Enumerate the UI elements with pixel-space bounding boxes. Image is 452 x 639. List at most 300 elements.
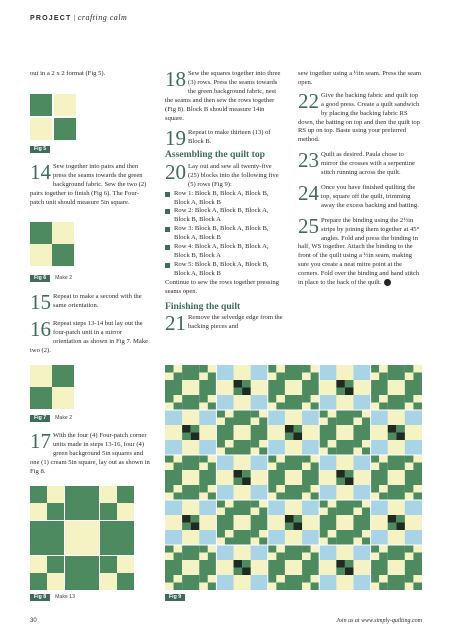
quilt-block-b-corner-patch: [379, 485, 388, 493]
fig7-description: Make 2: [55, 415, 73, 421]
fig8-green-square-bottom: [65, 556, 99, 590]
quilt-block-b-corner-patch: [199, 575, 208, 583]
quilt-block-b-corner-patch: [353, 418, 362, 426]
quilt-block-b-corner-patch: [302, 553, 311, 561]
quilt-block-b-corner-patch: [174, 365, 183, 373]
quilt-block-b-side: [302, 470, 319, 485]
quilt-block-a-centre-patch: [336, 568, 345, 576]
quilt-block-b-corner-patch: [311, 455, 320, 463]
fig8-green-square-left: [30, 521, 64, 555]
quilt-block-b-corner-patch: [413, 575, 422, 583]
fig5-square-cream-2: [30, 118, 52, 140]
quilt-block-a-centre-patch: [242, 478, 251, 486]
step-22-number: 22: [298, 91, 319, 113]
quilt-block-b-corner-patch: [371, 553, 380, 561]
quilt-block-a-centre-patch: [396, 515, 405, 523]
quilt-seam-line-vertical: [370, 365, 371, 590]
quilt-block-a-centre-patch: [242, 568, 251, 576]
quilt-block-a-centre-patch: [285, 515, 294, 523]
quilt-block-b-corner-patch: [311, 373, 320, 381]
quilt-block-b-side: [251, 515, 268, 530]
quilt-block-b-corner-patch: [379, 575, 388, 583]
step-25-number: 25: [298, 216, 319, 238]
quilt-block-b-side: [336, 530, 353, 545]
quilt-block-b-corner-patch: [276, 373, 285, 381]
footer-website[interactable]: Join us at www.simply-quilting.com: [336, 618, 422, 624]
quilt-block-b-corner-patch: [302, 403, 311, 411]
bullet-square-icon: [165, 209, 170, 214]
quilt-block-b-corner-patch: [413, 583, 422, 591]
fig5-square-green-1: [30, 94, 52, 116]
step-19: [165, 129, 284, 147]
quilt-block-b-corner-patch: [362, 448, 371, 456]
quilt-block-a-centre-patch: [191, 433, 200, 441]
col2-text: [165, 70, 284, 332]
fig7-square-cream-1: [30, 365, 52, 387]
quilt-block-b-corner-patch: [371, 545, 380, 553]
quilt-block-b-corner-patch: [268, 493, 277, 501]
quilt-block-b-corner-patch: [371, 455, 380, 463]
quilt-block-b-side: [234, 530, 251, 545]
quilt-block-b-corner-patch: [208, 493, 217, 501]
quilt-block-b-corner-patch: [251, 418, 260, 426]
quilt-block-b-corner-patch: [268, 463, 277, 471]
quilt-block-b-side: [216, 515, 233, 530]
step-19-text: Repeat to make thirteen (13) of Block B.: [188, 129, 271, 146]
quilt-block-b-corner-patch: [302, 395, 311, 403]
quilt-block-b-corner-patch: [371, 493, 380, 501]
end-of-article-icon: [384, 279, 391, 286]
quilt-block-b-side: [285, 485, 302, 500]
step-14: [30, 163, 152, 208]
quilt-block-b-corner-patch: [259, 538, 268, 546]
quilt-block-b-corner-patch: [328, 508, 337, 516]
quilt-block-b-corner-patch: [216, 500, 225, 508]
fig6-square-green-2: [52, 244, 74, 266]
quilt-block-b-centre: [285, 470, 302, 485]
quilt-block-b-corner-patch: [328, 448, 337, 456]
quilt-block-b-centre: [182, 380, 199, 395]
quilt-block-b-corner-patch: [302, 575, 311, 583]
quilt-block-b-corner-patch: [208, 455, 217, 463]
quilt-block-b-corner-patch: [225, 440, 234, 448]
quilt-block-b-corner-patch: [328, 500, 337, 508]
quilt-seam-line-vertical: [216, 365, 217, 590]
quilt-block-b-corner-patch: [165, 373, 174, 381]
quilt-block-b-side: [182, 545, 199, 560]
quilt-block-b-side: [302, 380, 319, 395]
fig8-block-b-illustration: [30, 486, 134, 590]
quilt-block-b-side: [353, 515, 370, 530]
quilt-block-a-centre-patch: [234, 388, 243, 396]
quilt-block-b-corner-patch: [216, 440, 225, 448]
quilt-block-b-corner-patch: [165, 403, 174, 411]
quilt-block-b-corner-patch: [165, 455, 174, 463]
quilt-block-b-corner-patch: [259, 530, 268, 538]
quilt-block-b-corner-patch: [174, 463, 183, 471]
quilt-block-a-centre-patch: [234, 560, 243, 568]
quilt-block-b-centre: [388, 380, 405, 395]
quilt-block-b-corner-patch: [302, 373, 311, 381]
quilt-block-b-side: [165, 380, 182, 395]
quilt-block-b-corner-patch: [371, 575, 380, 583]
quilt-block-b-corner-patch: [328, 410, 337, 418]
quilt-block-a-centre-patch: [294, 433, 303, 441]
quilt-block-b-corner-patch: [174, 403, 183, 411]
quilt-block-b-corner-patch: [379, 365, 388, 373]
quilt-block-b-corner-patch: [405, 373, 414, 381]
quilt-block-b-corner-patch: [259, 440, 268, 448]
quilt-block-b-corner-patch: [413, 493, 422, 501]
fig8-tag: Fig 8: [30, 594, 50, 601]
quilt-block-a-centre-patch: [396, 433, 405, 441]
bullet-square-icon: [165, 192, 170, 197]
quilt-block-b-side: [234, 500, 251, 515]
step-22: [298, 92, 422, 145]
step-20-number: 20: [165, 162, 186, 184]
quilt-block-a-centre-patch: [191, 515, 200, 523]
quilt-block-b-corner-patch: [216, 448, 225, 456]
quilt-block-b-corner-patch: [413, 455, 422, 463]
quilt-block-b-corner-patch: [208, 403, 217, 411]
quilt-block-b-corner-patch: [362, 418, 371, 426]
col3-text: [298, 70, 422, 288]
step-21: [165, 314, 284, 332]
row-1-text: Row 1: Block B, Block A, Block B, Block A, Block B: [174, 189, 269, 206]
quilt-block-a-centre-patch: [242, 388, 251, 396]
quilt-block-b-corner-patch: [208, 395, 217, 403]
quilt-block-b-side: [165, 470, 182, 485]
step-14-text: Sew together into pairs and then press the seams towards the green background fabric. Sew the two (2) pairs together to finish (Fig 6). The Four-patch unit should measure 5in square.: [30, 163, 147, 206]
quilt-block-b-centre: [336, 515, 353, 530]
quilt-block-b-corner-patch: [216, 538, 225, 546]
quilt-block-b-corner-patch: [371, 365, 380, 373]
quilt-block-b-side: [268, 470, 285, 485]
quilt-block-b-corner-patch: [319, 410, 328, 418]
step-14-number: 14: [30, 163, 51, 184]
quilt-block-b-side: [388, 365, 405, 380]
page-header: [30, 13, 127, 22]
fig8-green-square-right: [100, 521, 134, 555]
quilt-block-a-centre-patch: [396, 523, 405, 531]
quilt-block-b-corner-patch: [174, 545, 183, 553]
quilt-block-b-corner-patch: [268, 545, 277, 553]
quilt-block-b-corner-patch: [371, 403, 380, 411]
quilt-block-b-corner-patch: [328, 530, 337, 538]
quilt-block-b-corner-patch: [311, 463, 320, 471]
quilt-block-b-corner-patch: [319, 530, 328, 538]
quilt-block-b-corner-patch: [311, 395, 320, 403]
quilt-block-b-corner-patch: [276, 583, 285, 591]
quilt-block-b-corner-patch: [276, 395, 285, 403]
fig6-square-green-1: [30, 222, 52, 244]
quilt-block-b-corner-patch: [174, 455, 183, 463]
quilt-block-b-corner-patch: [251, 530, 260, 538]
quilt-block-b-corner-patch: [251, 448, 260, 456]
quilt-block-b-centre: [182, 470, 199, 485]
quilt-block-b-centre: [182, 560, 199, 575]
header-divider: |: [73, 14, 78, 22]
quilt-block-b-corner-patch: [379, 463, 388, 471]
step-17-text: With the four (4) Four-patch corner units made in steps 13-16, four (4) green background 5in squares and one (1) cream 5in square, lay out as shown in Fig 8.: [30, 432, 150, 475]
step-18-text: Sew the squares together into three (3) rows. Press the seams towards the green background fabric, nest the seams and then sew the rows together (Fig 8). Block B should measure 14in square.: [165, 70, 281, 122]
quilt-block-b-corner-patch: [199, 463, 208, 471]
quilt-block-b-side: [251, 425, 268, 440]
quilt-block-b-side: [336, 410, 353, 425]
bullet-square-icon: [165, 245, 170, 250]
quilt-block-b-corner-patch: [302, 365, 311, 373]
quilt-block-b-corner-patch: [268, 583, 277, 591]
quilt-block-b-corner-patch: [379, 553, 388, 561]
quilt-block-a-centre-patch: [345, 478, 354, 486]
quilt-block-b-corner-patch: [199, 545, 208, 553]
quilt-block-a-centre-patch: [242, 380, 251, 388]
fig6-description: Make 2: [55, 275, 73, 281]
quilt-block-a-centre-patch: [345, 388, 354, 396]
quilt-block-b-corner-patch: [319, 418, 328, 426]
step-24-text: Once you have finished quilting the top, square off the quilt, trimming away the excess backing and batting.: [321, 183, 419, 209]
step-17: [30, 432, 152, 477]
quilt-block-a-centre-patch: [182, 515, 191, 523]
quilt-block-b-corner-patch: [413, 463, 422, 471]
quilt-block-b-side: [182, 485, 199, 500]
row-list-item: [165, 225, 284, 243]
quilt-block-b-side: [216, 425, 233, 440]
quilt-block-b-corner-patch: [225, 530, 234, 538]
quilt-block-b-corner-patch: [311, 575, 320, 583]
quilt-block-a-centre-patch: [336, 560, 345, 568]
quilt-block-a-centre-patch: [182, 425, 191, 433]
quilt-seam-line-horizontal: [165, 455, 422, 456]
quilt-block-b-corner-patch: [302, 455, 311, 463]
quilt-block-b-corner-patch: [311, 553, 320, 561]
quilt-block-b-corner-patch: [353, 448, 362, 456]
quilt-block-b-corner-patch: [311, 403, 320, 411]
quilt-block-b-corner-patch: [208, 583, 217, 591]
row-list-item: [165, 190, 284, 208]
quilt-block-b-corner-patch: [362, 500, 371, 508]
quilt-block-b-side: [268, 380, 285, 395]
quilt-block-b-corner-patch: [199, 373, 208, 381]
quilt-block-b-side: [388, 395, 405, 410]
quilt-block-b-corner-patch: [259, 500, 268, 508]
fig6-square-cream-1: [52, 222, 74, 244]
fig8-corner-four-patch-bl: [30, 556, 64, 590]
quilt-block-b-side: [165, 560, 182, 575]
quilt-block-b-corner-patch: [259, 418, 268, 426]
quilt-block-b-corner-patch: [174, 493, 183, 501]
quilt-block-b-corner-patch: [276, 485, 285, 493]
quilt-block-b-corner-patch: [225, 538, 234, 546]
quilt-block-b-corner-patch: [268, 485, 277, 493]
quilt-block-b-corner-patch: [259, 508, 268, 516]
col1-intro: [30, 70, 152, 83]
quilt-block-b-side: [285, 455, 302, 470]
quilt-block-a-centre-patch: [388, 425, 397, 433]
row-5-text: Row 5: Block B, Block A, Block B, Block A, Block B: [174, 260, 269, 277]
quilt-block-b-corner-patch: [225, 508, 234, 516]
quilt-block-b-corner-patch: [174, 373, 183, 381]
quilt-block-a-centre-patch: [234, 470, 243, 478]
quilt-block-b-corner-patch: [268, 455, 277, 463]
quilt-block-a-centre-patch: [234, 380, 243, 388]
quilt-block-b-corner-patch: [328, 440, 337, 448]
quilt-block-a-centre-patch: [285, 425, 294, 433]
quilt-block-b-corner-patch: [311, 583, 320, 591]
quilt-block-b-corner-patch: [251, 440, 260, 448]
quilt-block-b-corner-patch: [405, 485, 414, 493]
step-18-number: 18: [165, 70, 186, 91]
quilt-block-b-corner-patch: [379, 395, 388, 403]
quilt-block-b-corner-patch: [165, 395, 174, 403]
quilt-block-b-corner-patch: [302, 545, 311, 553]
quilt-block-b-corner-patch: [371, 373, 380, 381]
fig7-square-green-2: [30, 387, 52, 409]
step-22-text: Give the backing fabric and quilt top a good press. Create a quilt sandwich by placing the backing fabric RS down, the batting on top and then the quilt top RS up on top. Baste using your preferred method.: [298, 91, 420, 144]
step-23-text: Quilt as desired. Paula chose to mirror the crosses with a serpentine stitch running across the quilt.: [321, 151, 415, 177]
step-21-text: Remove the selvedge edge from the backing pieces and: [188, 314, 283, 330]
quilt-block-b-side: [285, 365, 302, 380]
quilt-seam-line-vertical: [319, 365, 320, 590]
quilt-block-b-side: [285, 575, 302, 590]
quilt-block-a-centre-patch: [388, 433, 397, 441]
quilt-block-b-corner-patch: [251, 508, 260, 516]
fig7-square-cream-2: [52, 387, 74, 409]
quilt-block-b-corner-patch: [379, 373, 388, 381]
quilt-block-b-corner-patch: [371, 485, 380, 493]
quilt-block-a-centre-patch: [182, 523, 191, 531]
quilt-block-a-centre-patch: [242, 560, 251, 568]
quilt-block-b-side: [371, 470, 388, 485]
quilt-block-b-side: [371, 560, 388, 575]
fig8-cream-center-square: [65, 521, 99, 555]
step-24-number: 24: [298, 183, 319, 205]
bullet-square-icon: [165, 227, 170, 232]
quilt-block-b-corner-patch: [165, 545, 174, 553]
quilt-block-b-corner-patch: [353, 500, 362, 508]
step-23-number: 23: [298, 151, 319, 173]
quilt-block-b-corner-patch: [225, 410, 234, 418]
row-3-text: Row 3: Block B, Block A, Block B, Block A, Block B: [174, 225, 269, 242]
quilt-block-a-centre-patch: [388, 523, 397, 531]
fig7-caption: [30, 415, 72, 422]
quilt-block-b-corner-patch: [199, 553, 208, 561]
quilt-block-b-corner-patch: [379, 583, 388, 591]
quilt-block-b-corner-patch: [362, 538, 371, 546]
quilt-block-b-side: [285, 545, 302, 560]
step-16-text: Repeat steps 13-14 but lay out the four-patch unit in a mirror orientation as shown in Fig 7. Make two (2).: [30, 320, 149, 354]
quilt-block-a-centre-patch: [242, 470, 251, 478]
quilt-block-b-corner-patch: [302, 485, 311, 493]
quilt-block-b-corner-patch: [174, 553, 183, 561]
quilt-block-b-corner-patch: [353, 538, 362, 546]
quilt-block-b-corner-patch: [174, 583, 183, 591]
quilt-block-b-side: [371, 380, 388, 395]
quilt-block-b-corner-patch: [208, 463, 217, 471]
quilt-seam-line-vertical: [267, 365, 268, 590]
quilt-block-b-corner-patch: [259, 410, 268, 418]
quilt-block-b-side: [319, 515, 336, 530]
quilt-block-b-side: [182, 365, 199, 380]
quilt-block-b-corner-patch: [276, 553, 285, 561]
quilt-block-a-centre-patch: [294, 523, 303, 531]
quilt-block-b-corner-patch: [208, 373, 217, 381]
quilt-block-b-centre: [234, 425, 251, 440]
step-18: [165, 70, 284, 123]
step-16-number: 16: [30, 320, 51, 341]
quilt-block-b-corner-patch: [216, 418, 225, 426]
fig6-tag: Fig 6: [30, 275, 50, 282]
quilt-block-b-corner-patch: [276, 493, 285, 501]
fig5-tag: Fig 5: [30, 146, 50, 153]
quilt-block-b-corner-patch: [216, 530, 225, 538]
quilt-block-b-corner-patch: [379, 545, 388, 553]
quilt-block-b-corner-patch: [362, 508, 371, 516]
quilt-block-b-corner-patch: [208, 553, 217, 561]
row-2-text: Row 2: Block A, Block B, Block A, Block B, Block A: [174, 207, 269, 224]
quilt-block-b-centre: [285, 380, 302, 395]
quilt-block-b-side: [405, 560, 422, 575]
quilt-block-b-corner-patch: [328, 538, 337, 546]
quilt-block-b-corner-patch: [268, 553, 277, 561]
quilt-block-b-side: [182, 455, 199, 470]
quilt-block-b-corner-patch: [165, 583, 174, 591]
step-20: [165, 163, 284, 190]
quilt-block-b-side: [336, 500, 353, 515]
quilt-block-b-corner-patch: [353, 508, 362, 516]
quilt-block-b-centre: [285, 560, 302, 575]
quilt-block-b-corner-patch: [216, 508, 225, 516]
quilt-block-b-corner-patch: [405, 365, 414, 373]
quilt-block-b-corner-patch: [165, 553, 174, 561]
quilt-block-b-corner-patch: [413, 553, 422, 561]
quilt-block-b-corner-patch: [251, 410, 260, 418]
step-15-number: 15: [30, 293, 51, 311]
header-project-label: PROJECT: [30, 15, 72, 22]
col3-intro-text: sew together using a ½in seam. Press the seam open.: [298, 70, 422, 86]
quilt-block-b-corner-patch: [208, 485, 217, 493]
fig6-caption: [30, 275, 72, 282]
quilt-block-a-centre-patch: [294, 515, 303, 523]
quilt-block-b-corner-patch: [165, 485, 174, 493]
quilt-block-b-corner-patch: [405, 403, 414, 411]
quilt-block-b-corner-patch: [276, 545, 285, 553]
quilt-block-a-centre-patch: [345, 568, 354, 576]
quilt-block-b-corner-patch: [413, 365, 422, 373]
quilt-block-b-corner-patch: [413, 545, 422, 553]
header-section-label: crafting calm: [77, 13, 128, 22]
quilt-block-b-corner-patch: [371, 583, 380, 591]
quilt-block-b-corner-patch: [268, 373, 277, 381]
quilt-block-b-corner-patch: [405, 545, 414, 553]
quilt-block-b-corner-patch: [165, 493, 174, 501]
quilt-block-b-corner-patch: [276, 365, 285, 373]
quilt-block-b-side: [319, 425, 336, 440]
row-list-item: [165, 261, 284, 279]
fig8-corner-four-patch-tr: [100, 486, 134, 520]
step-15-text: Repeat to make a second with the same orientation.: [53, 293, 142, 309]
quilt-block-b-side: [234, 410, 251, 425]
quilt-block-b-side: [336, 440, 353, 455]
quilt-block-b-corner-patch: [371, 463, 380, 471]
quilt-block-b-side: [405, 380, 422, 395]
quilt-block-a-centre-patch: [336, 470, 345, 478]
heading-assembling-quilt-top: Assembling the quilt top: [165, 149, 265, 161]
quilt-block-b-side: [388, 545, 405, 560]
quilt-block-b-centre: [388, 560, 405, 575]
quilt-block-a-centre-patch: [285, 433, 294, 441]
quilt-block-b-side: [285, 395, 302, 410]
